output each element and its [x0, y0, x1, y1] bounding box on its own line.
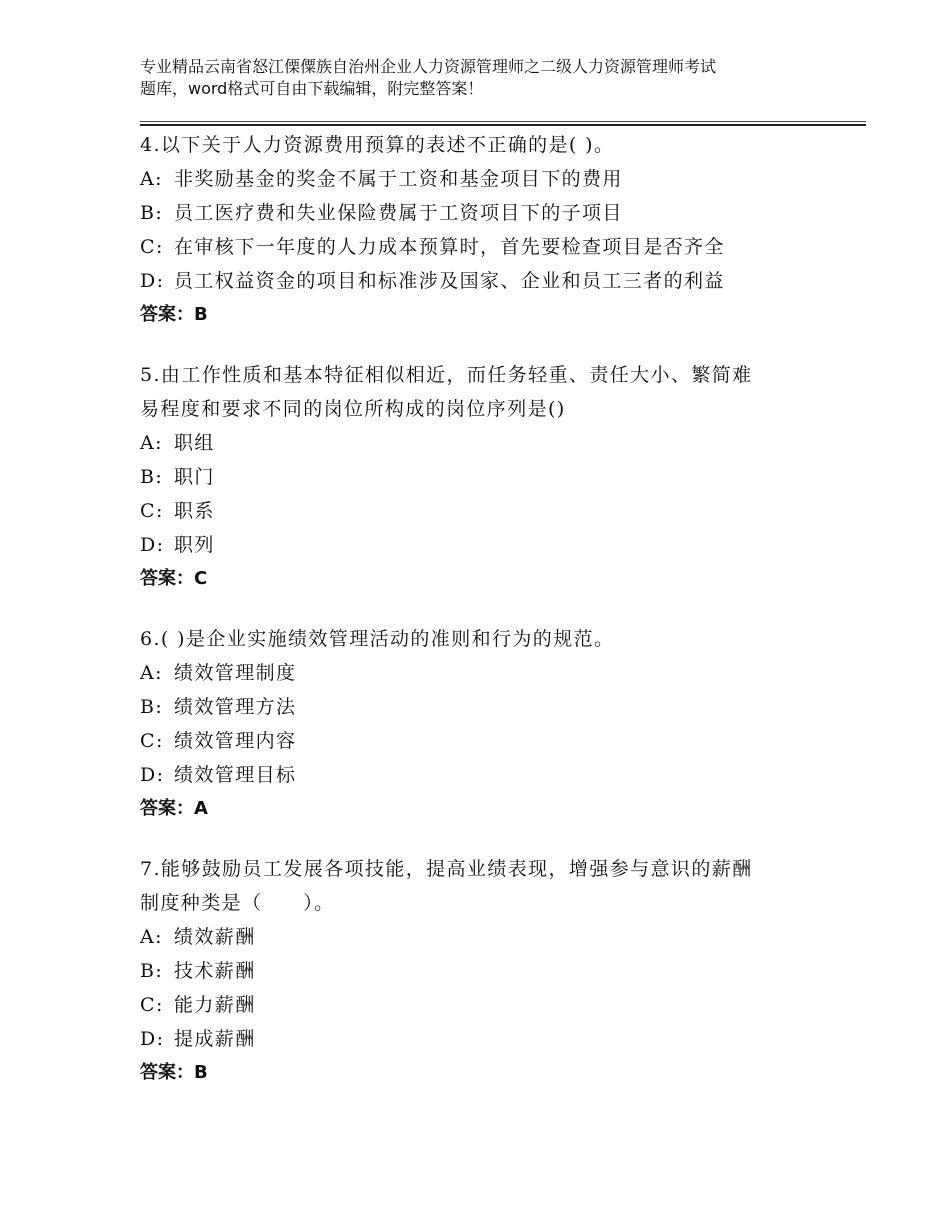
header-divider	[140, 121, 866, 126]
option-key: B:	[140, 960, 164, 982]
option-key: A:	[140, 432, 163, 454]
option-c	[140, 724, 866, 758]
option-d	[140, 264, 866, 298]
option-a	[140, 162, 866, 196]
option-key: C:	[140, 236, 164, 258]
option-text: 能力薪酬	[174, 994, 256, 1016]
option-key: D:	[140, 1028, 165, 1050]
option-c	[140, 988, 866, 1022]
option-key: B:	[140, 202, 164, 224]
option-key: A:	[140, 926, 163, 948]
option-a	[140, 656, 866, 690]
option-key: C:	[140, 994, 164, 1016]
option-text: 职列	[174, 534, 215, 556]
option-d	[140, 758, 866, 792]
option-key: C:	[140, 500, 164, 522]
option-key: D:	[140, 764, 165, 786]
option-text: 绩效管理目标	[174, 764, 297, 786]
answer: 答案：B	[140, 304, 208, 325]
option-key: C:	[140, 730, 164, 752]
option-key: B:	[140, 696, 164, 718]
header-title-line-1: 专业精品云南省怒江傈僳族自治州企业人力资源管理师之二级人力资源管理师考试	[140, 57, 717, 76]
question-text: 6.( )是企业实施绩效管理活动的准则和行为的规范。	[140, 628, 615, 650]
option-a	[140, 920, 866, 954]
question-text-line-1: 7.能够鼓励员工发展各项技能，提高业绩表现，增强参与意识的薪酬	[140, 858, 753, 880]
question-text-line-2: 制度种类是（ ）。	[140, 892, 335, 914]
option-b	[140, 460, 866, 494]
option-b	[140, 690, 866, 724]
question-text-line-1: 5.由工作性质和基本特征相似相近，而任务轻重、责任大小、繁简难	[140, 364, 753, 386]
option-b	[140, 954, 866, 988]
option-text: 提成薪酬	[174, 1028, 256, 1050]
option-text: 职组	[174, 432, 215, 454]
question-text: 4.以下关于人力资源费用预算的表述不正确的是( )。	[140, 134, 615, 156]
option-d	[140, 528, 866, 562]
option-text: 非奖励基金的奖金不属于工资和基金项目下的费用	[174, 168, 623, 190]
answer: 答案：B	[140, 1062, 208, 1083]
option-a	[140, 426, 866, 460]
option-key: A:	[140, 662, 163, 684]
option-text: 员工权益资金的项目和标准涉及国家、企业和员工三者的利益	[174, 270, 725, 292]
question-list	[140, 128, 866, 1116]
option-text: 绩效管理制度	[174, 662, 297, 684]
option-text: 职门	[174, 466, 215, 488]
option-d	[140, 1022, 866, 1056]
question-4	[140, 128, 866, 332]
question-7	[140, 852, 866, 1090]
answer: 答案：A	[140, 798, 208, 819]
option-text: 在审核下一年度的人力成本预算时，首先要检查项目是否齐全	[174, 236, 725, 258]
option-text: 绩效管理内容	[174, 730, 297, 752]
option-key: A:	[140, 168, 163, 190]
question-text-line-2: 易程度和要求不同的岗位所构成的岗位序列是()	[140, 398, 566, 420]
option-text: 职系	[174, 500, 215, 522]
option-c	[140, 230, 866, 264]
option-key: D:	[140, 534, 165, 556]
question-5	[140, 358, 866, 596]
document-header	[140, 56, 840, 100]
option-text: 技术薪酬	[174, 960, 256, 982]
header-title-line-2: 题库，word格式可自由下载编辑，附完整答案！	[140, 79, 484, 98]
option-text: 绩效管理方法	[174, 696, 297, 718]
question-6	[140, 622, 866, 826]
option-c	[140, 494, 866, 528]
option-text: 绩效薪酬	[174, 926, 256, 948]
answer: 答案：C	[140, 568, 208, 589]
option-text: 员工医疗费和失业保险费属于工资项目下的子项目	[174, 202, 623, 224]
option-key: B:	[140, 466, 164, 488]
option-b	[140, 196, 866, 230]
option-key: D:	[140, 270, 165, 292]
